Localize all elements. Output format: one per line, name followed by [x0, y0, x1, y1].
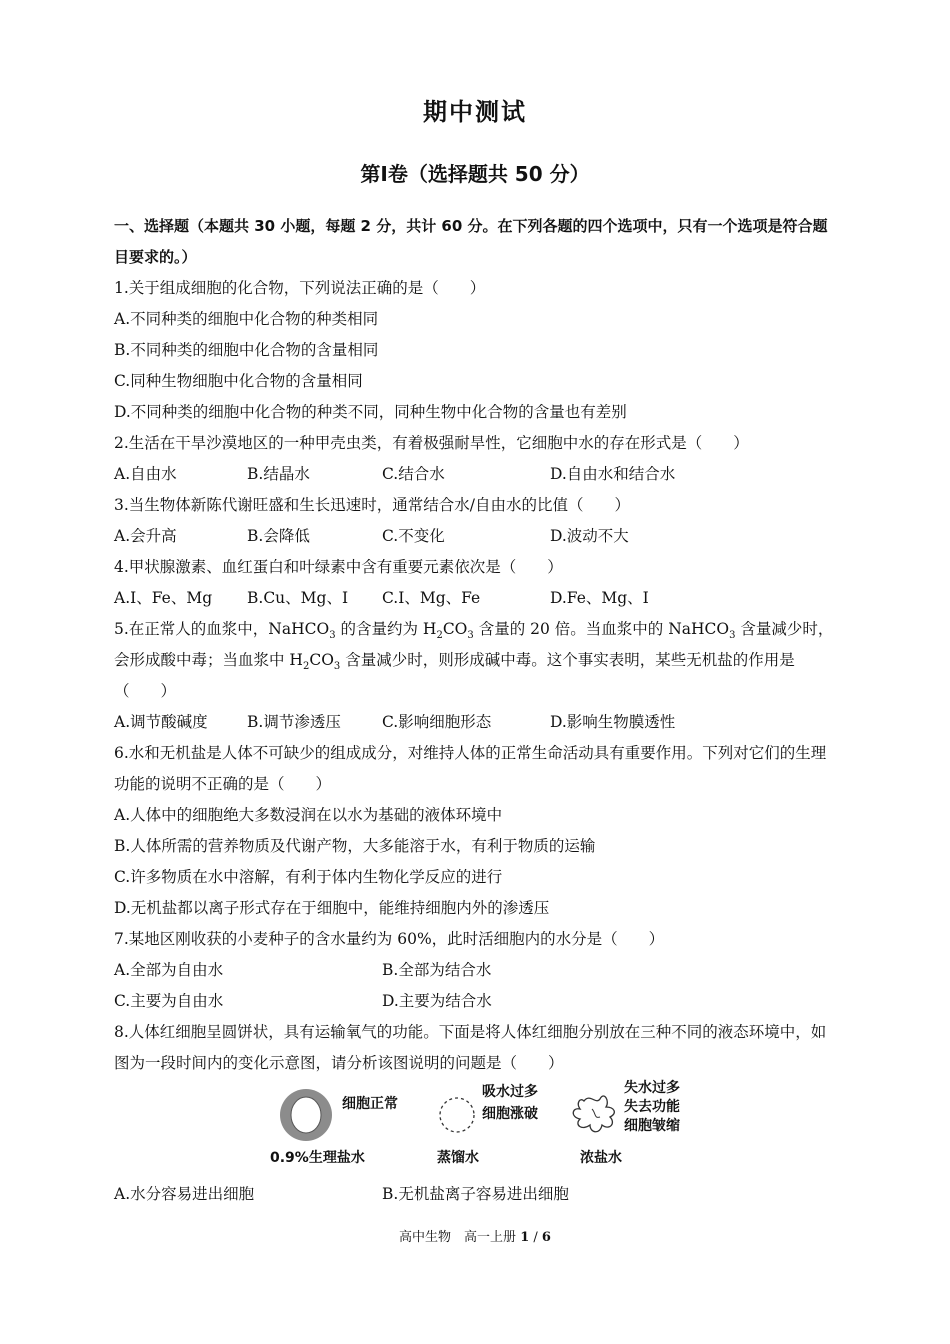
question-8-option-a: A.水分容易进出细胞 [114, 1185, 255, 1203]
question-2-option-b: B.结晶水 [247, 465, 310, 483]
question-4-options [114, 583, 840, 614]
normal-cell-icon [280, 1089, 332, 1141]
page-footer [0, 1226, 950, 1245]
question-3-option-a: A.会升高 [114, 527, 177, 545]
question-1-stem: 1.关于组成细胞的化合物，下列说法正确的是（ ） [114, 279, 486, 297]
question-7-option-c: C.主要为自由水 [114, 992, 224, 1010]
question-4-option-d: D.Fe、Mg、I [550, 589, 649, 607]
volume-title: 第Ⅰ卷（选择题共 50 分） [360, 162, 590, 186]
footer-text: 高中生物 高一上册 [399, 1230, 517, 1245]
normal-state-label: 细胞正常 [342, 1096, 398, 1112]
question-8-options [114, 1179, 840, 1210]
distilled-water-label: 蒸馏水 [437, 1150, 479, 1166]
question-3-option-b: B.会降低 [247, 527, 310, 545]
page-separator: / [533, 1230, 538, 1245]
question-6-option-b: B.人体所需的营养物质及代谢产物，大多能溶于水，有利于物质的运输 [114, 837, 596, 855]
question-6-option-a: A.人体中的细胞绝大多数浸润在以水为基础的液体环境中 [114, 806, 503, 824]
shrunk-label-line-2: 失去功能 [624, 1099, 680, 1115]
page-title: 期中测试 [423, 98, 527, 126]
swollen-label-line-1: 吸水过多 [482, 1084, 538, 1100]
page-total: 6 [541, 1230, 551, 1245]
question-2-option-d: D.自由水和结合水 [550, 465, 676, 483]
question-5-option-c: C.影响细胞形态 [382, 713, 492, 731]
concentrated-salt-label: 浓盐水 [580, 1150, 622, 1166]
question-6-option-d: D.无机盐都以离子形式存在于细胞中，能维持细胞内外的渗透压 [114, 899, 550, 917]
question-1-option-d: D.不同种类的细胞中化合物的种类不同，同种生物中化合物的含量也有差别 [114, 403, 627, 421]
question-4-option-c: C.I、Mg、Fe [382, 589, 481, 607]
question-7-option-b: B.全部为结合水 [382, 961, 492, 979]
shrunk-cell-icon [573, 1096, 614, 1132]
question-2-stem: 2.生活在干旱沙漠地区的一种甲壳虫类，有着极强耐旱性，它细胞中水的存在形式是（ ） [114, 434, 749, 452]
shrunk-label-line-1: 失水过多 [624, 1080, 680, 1096]
red-blood-cell-figure [114, 1079, 840, 1179]
question-3-options [114, 521, 840, 552]
question-1-option-c: C.同种生物细胞中化合物的含量相同 [114, 372, 363, 390]
question-2-option-c: C.结合水 [382, 465, 445, 483]
question-2-options [114, 459, 840, 490]
question-5-option-a: A.调节酸碱度 [114, 713, 208, 731]
question-3-stem: 3.当生物体新陈代谢旺盛和生长迅速时，通常结合水/自由水的比值（ ） [114, 496, 631, 514]
question-5-option-b: B.调节渗透压 [247, 713, 341, 731]
question-6-option-c: C.许多物质在水中溶解，有利于体内生物化学反应的进行 [114, 868, 503, 886]
question-1-option-b: B.不同种类的细胞中化合物的含量相同 [114, 341, 379, 359]
question-3-option-c: C.不变化 [382, 527, 445, 545]
question-7-option-d: D.主要为结合水 [382, 992, 492, 1010]
question-2-option-a: A.自由水 [114, 465, 177, 483]
question-5-stem: 5.在正常人的血浆中，NaHCO$_3$ 的含量约为 $H_2CO_3$ 含量的 20 倍。当血浆中的 NaHCO$_3$ 含量减少时，会形成酸中毒；当血浆中 $H_2CO_3$ 含量减少时，则形成碱中毒。这个事实表明，某些无机盐的作用是（ ） [114, 620, 834, 700]
question-7-options-row-1 [114, 955, 840, 986]
question-4-option-a: A.I、Fe、Mg [114, 589, 213, 607]
question-3-option-d: D.波动不大 [550, 527, 629, 545]
question-7-options-row-2 [114, 986, 840, 1017]
question-5-option-d: D.影响生物膜透性 [550, 713, 676, 731]
question-1-option-a: A.不同种类的细胞中化合物的种类相同 [114, 310, 379, 328]
swollen-label-line-2: 细胞涨破 [482, 1106, 538, 1122]
question-6-stem: 6.水和无机盐是人体不可缺少的组成成分，对维持人体的正常生命活动具有重要作用。下列对它们的生理功能的说明不正确的是（ ） [114, 744, 827, 793]
question-7-stem: 7.某地区刚收获的小麦种子的含水量约为 60%，此时活细胞内的水分是（ ） [114, 930, 665, 948]
page-current: 1 [520, 1230, 530, 1245]
shrunk-label-line-3: 细胞皱缩 [624, 1118, 680, 1134]
question-8-option-b: B.无机盐离子容易进出细胞 [382, 1185, 569, 1203]
question-7-option-a: A.全部为自由水 [114, 961, 224, 979]
question-list [114, 211, 840, 1210]
question-5-options [114, 707, 840, 738]
question-4-stem: 4.甲状腺激素、血红蛋白和叶绿素中含有重要元素依次是（ ） [114, 558, 563, 576]
question-4-option-b: B.Cu、Mg、I [247, 589, 349, 607]
swollen-cell-icon [440, 1098, 474, 1132]
question-8-stem: 8.人体红细胞呈圆饼状，具有运输氧气的功能。下面是将人体红细胞分别放在三种不同的液态环境中，如图为一段时间内的变化示意图，请分析该图说明的问题是（ ） [114, 1023, 827, 1072]
saline-label: 0.9%生理盐水 [270, 1150, 365, 1166]
section-heading: 一、选择题（本题共 30 小题，每题 2 分，共计 60 分。在下列各题的四个选项中，只有一个选项是符合题目要求的。） [114, 217, 828, 266]
